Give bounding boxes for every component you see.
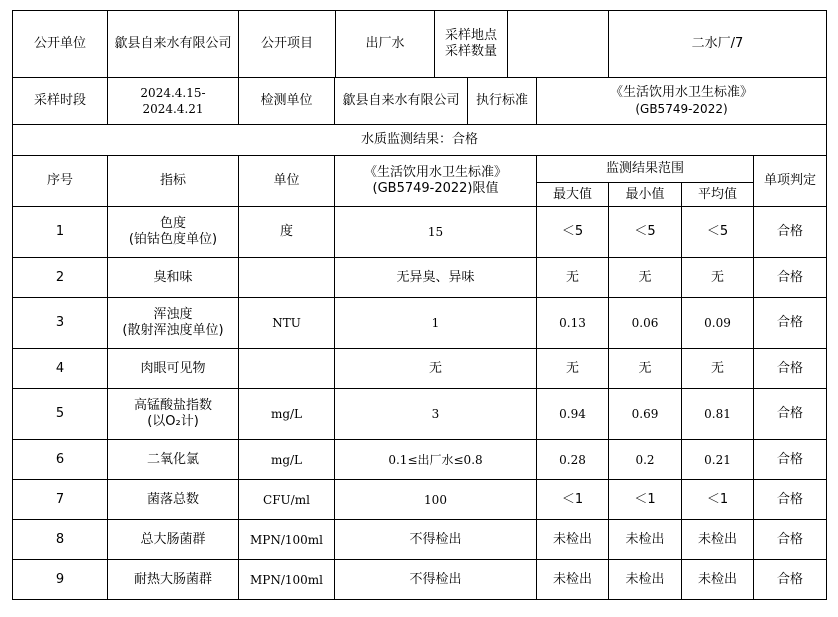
row-avg: ＜5 bbox=[682, 207, 754, 258]
report-table bbox=[12, 10, 827, 600]
row-limit: 1 bbox=[335, 298, 537, 349]
row-indicator: 耐热大肠菌群 bbox=[108, 560, 239, 600]
col-indicator: 指标 bbox=[108, 156, 239, 207]
header-row-1 bbox=[13, 11, 827, 78]
period-label: 采样时段 bbox=[13, 78, 108, 125]
site-cell bbox=[435, 11, 609, 78]
row-unit: NTU bbox=[239, 298, 335, 349]
row-limit: 无 bbox=[335, 349, 537, 389]
publisher-value: 歙县自来水有限公司 bbox=[108, 11, 239, 78]
row-indicator: 浑浊度 (散射浑浊度单位) bbox=[108, 298, 239, 349]
row-unit bbox=[239, 258, 335, 298]
row-verdict: 合格 bbox=[754, 389, 827, 440]
row-indicator: 色度 (铂钴色度单位) bbox=[108, 207, 239, 258]
lab-cell bbox=[335, 78, 537, 125]
row-unit: mg/L bbox=[239, 440, 335, 480]
row-limit: 3 bbox=[335, 389, 537, 440]
table-row bbox=[13, 389, 827, 440]
row-max: 0.94 bbox=[537, 389, 609, 440]
row-max: 0.28 bbox=[537, 440, 609, 480]
row-unit: MPN/100ml bbox=[239, 560, 335, 600]
row-avg: 无 bbox=[682, 258, 754, 298]
row-unit: MPN/100ml bbox=[239, 520, 335, 560]
row-no: 2 bbox=[13, 258, 108, 298]
row-verdict: 合格 bbox=[754, 520, 827, 560]
header-row-2 bbox=[13, 78, 827, 125]
row-avg: 0.21 bbox=[682, 440, 754, 480]
row-min: 0.69 bbox=[609, 389, 682, 440]
standard-value-line1: 《生活饮用水卫生标准》 bbox=[609, 85, 753, 100]
row-no: 4 bbox=[13, 349, 108, 389]
row-limit: 不得检出 bbox=[335, 520, 537, 560]
row-verdict: 合格 bbox=[754, 440, 827, 480]
period-value: 2024.4.15-2024.4.21 bbox=[108, 78, 239, 125]
col-no: 序号 bbox=[13, 156, 108, 207]
site-label-line2: 采样数量 bbox=[444, 44, 497, 59]
col-limit-line1: 《生活饮用水卫生标准》 bbox=[363, 165, 507, 180]
row-verdict: 合格 bbox=[754, 349, 827, 389]
row-min: ＜5 bbox=[609, 207, 682, 258]
table-row bbox=[13, 440, 827, 480]
row-limit: 不得检出 bbox=[335, 560, 537, 600]
row-limit: 无异臭、异味 bbox=[335, 258, 537, 298]
row-verdict: 合格 bbox=[754, 298, 827, 349]
row-limit: 100 bbox=[335, 480, 537, 520]
row-limit: 15 bbox=[335, 207, 537, 258]
table-row bbox=[13, 207, 827, 258]
row-no: 5 bbox=[13, 389, 108, 440]
row-min: 未检出 bbox=[609, 560, 682, 600]
row-max: ＜1 bbox=[537, 480, 609, 520]
lab-value: 歙县自来水有限公司 bbox=[342, 93, 460, 108]
row-unit: CFU/ml bbox=[239, 480, 335, 520]
row-unit: 度 bbox=[239, 207, 335, 258]
table-row bbox=[13, 560, 827, 600]
row-unit bbox=[239, 349, 335, 389]
row-min: 无 bbox=[609, 258, 682, 298]
lab-label: 检测单位 bbox=[239, 78, 335, 125]
row-max: 0.13 bbox=[537, 298, 609, 349]
row-limit: 0.1≤出厂水≤0.8 bbox=[335, 440, 537, 480]
row-max: 无 bbox=[537, 349, 609, 389]
row-avg: ＜1 bbox=[682, 480, 754, 520]
standard-value bbox=[537, 78, 827, 125]
col-min: 最小值 bbox=[609, 183, 682, 207]
col-avg: 平均值 bbox=[682, 183, 754, 207]
table-row bbox=[13, 258, 827, 298]
result-banner: 水质监测结果：合格 bbox=[13, 125, 827, 156]
row-min: ＜1 bbox=[609, 480, 682, 520]
row-unit: mg/L bbox=[239, 389, 335, 440]
row-avg: 无 bbox=[682, 349, 754, 389]
row-max: 未检出 bbox=[537, 560, 609, 600]
row-max: ＜5 bbox=[537, 207, 609, 258]
row-indicator: 二氧化氯 bbox=[108, 440, 239, 480]
water-quality-report bbox=[12, 10, 827, 600]
site-label-line1: 采样地点 bbox=[444, 28, 497, 43]
row-min: 0.2 bbox=[609, 440, 682, 480]
row-indicator: 肉眼可见物 bbox=[108, 349, 239, 389]
standard-value-line2: (GB5749-2022) bbox=[635, 102, 728, 116]
row-min: 未检出 bbox=[609, 520, 682, 560]
project-label bbox=[239, 11, 435, 78]
row-indicator: 臭和味 bbox=[108, 258, 239, 298]
col-max: 最大值 bbox=[537, 183, 609, 207]
column-header-row-1 bbox=[13, 156, 827, 183]
row-no: 1 bbox=[13, 207, 108, 258]
table-row bbox=[13, 480, 827, 520]
standard-label: 执行标准 bbox=[467, 78, 536, 124]
publisher-label: 公开单位 bbox=[13, 11, 108, 78]
project-label-text: 公开项目 bbox=[260, 36, 313, 51]
row-avg: 未检出 bbox=[682, 560, 754, 600]
row-indicator: 高锰酸盐指数 (以O₂计) bbox=[108, 389, 239, 440]
result-banner-row bbox=[13, 125, 827, 156]
site-label bbox=[435, 11, 507, 77]
row-no: 8 bbox=[13, 520, 108, 560]
row-max: 未检出 bbox=[537, 520, 609, 560]
row-max: 无 bbox=[537, 258, 609, 298]
row-no: 3 bbox=[13, 298, 108, 349]
table-row bbox=[13, 349, 827, 389]
row-indicator: 菌落总数 bbox=[108, 480, 239, 520]
col-verdict: 单项判定 bbox=[754, 156, 827, 207]
row-avg: 0.09 bbox=[682, 298, 754, 349]
col-limit bbox=[335, 156, 537, 207]
row-avg: 0.81 bbox=[682, 389, 754, 440]
col-unit: 单位 bbox=[239, 156, 335, 207]
row-verdict: 合格 bbox=[754, 258, 827, 298]
table-row bbox=[13, 298, 827, 349]
col-range: 监测结果范围 bbox=[537, 156, 754, 183]
row-min: 0.06 bbox=[609, 298, 682, 349]
row-no: 7 bbox=[13, 480, 108, 520]
row-verdict: 合格 bbox=[754, 207, 827, 258]
row-indicator: 总大肠菌群 bbox=[108, 520, 239, 560]
row-min: 无 bbox=[609, 349, 682, 389]
table-row bbox=[13, 520, 827, 560]
row-verdict: 合格 bbox=[754, 480, 827, 520]
row-no: 9 bbox=[13, 560, 108, 600]
row-no: 6 bbox=[13, 440, 108, 480]
col-limit-line2: (GB5749-2022)限值 bbox=[372, 181, 499, 196]
row-verdict: 合格 bbox=[754, 560, 827, 600]
project-value: 出厂水 bbox=[335, 11, 434, 77]
site-value: 二水厂/7 bbox=[609, 11, 827, 78]
row-avg: 未检出 bbox=[682, 520, 754, 560]
